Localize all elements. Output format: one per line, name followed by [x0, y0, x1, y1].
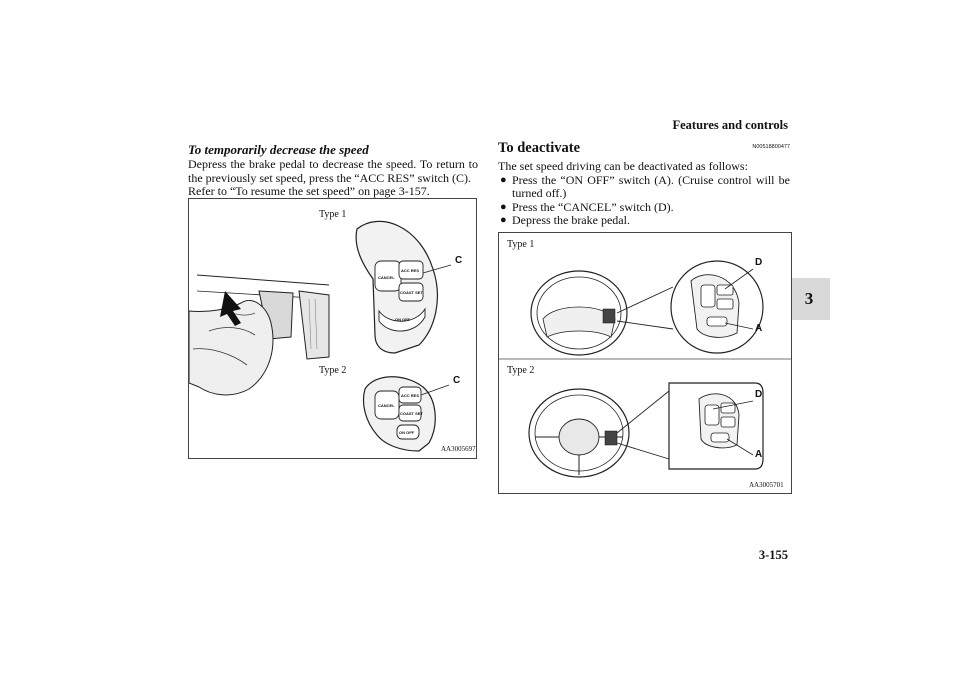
figure-steering-wheel [498, 232, 792, 494]
brake-pedal-illustration [189, 199, 476, 458]
on-off-button-label-type2: ON OFF [399, 430, 415, 435]
header-title: Features and controls [672, 118, 788, 132]
cancel-button-label-type2: CANCEL [378, 403, 395, 408]
callout-c-type1: C [455, 255, 463, 266]
bullet-item [498, 174, 790, 201]
acc-res-button-label: ACC RES [401, 268, 420, 273]
figure-label-type1: Type 1 [507, 239, 535, 250]
figure-label-type1: Type 1 [319, 209, 347, 220]
section-subheading: To temporarily decrease the speed [188, 142, 369, 157]
chapter-tab: 3 [788, 278, 830, 320]
bullet-text: Press the “ON OFF” switch (A). (Cruise control will be turned off.) [512, 172, 790, 200]
steering-switch-type2 [364, 377, 450, 451]
right-column [498, 140, 790, 228]
callout-a-type2: A [755, 449, 763, 460]
cancel-button-label: CANCEL [378, 275, 395, 280]
acc-res-button-label-type2: ACC RES [401, 393, 420, 398]
figure-brake-pedal [188, 198, 477, 459]
steering-wheel-type2 [529, 383, 763, 477]
bullet-icon: ● [500, 214, 507, 226]
steering-wheel-type1 [531, 261, 763, 355]
bullet-item [498, 214, 790, 228]
figure-code: AA3005697 [441, 445, 476, 453]
bullet-icon: ● [500, 173, 507, 186]
coast-set-button-label-type2: COAST SET [400, 411, 423, 416]
callout-a-type1: A [755, 323, 763, 334]
deactivate-intro: The set speed driving can be deactivated as follows: [498, 159, 748, 173]
figure-code: AA3005701 [749, 481, 784, 489]
resume-reference: Refer to “To resume the set speed” on page 3-157. [188, 184, 430, 198]
on-off-button-label: ON OFF [395, 317, 411, 322]
figure-label-type2: Type 2 [319, 365, 347, 376]
steering-wheel-illustration [499, 233, 791, 493]
bullet-text: Press the “CANCEL” switch (D). [512, 199, 674, 214]
reference-code: N00518800477 [752, 144, 790, 150]
decrease-speed-paragraph: Depress the brake pedal to decrease the speed. To return to the previously set speed, press the “ACC RES” switch (C). [188, 157, 478, 185]
bullet-icon: ● [500, 200, 507, 213]
figure-label-type2: Type 2 [507, 365, 535, 376]
bullet-item [498, 201, 790, 215]
callout-d-type2: D [755, 389, 763, 400]
bullet-text: Depress the brake pedal. [512, 213, 630, 227]
steering-switch-type1 [356, 221, 451, 353]
left-column [188, 142, 478, 199]
page-number: 3-155 [758, 548, 788, 562]
deactivate-heading-text: To deactivate [498, 140, 581, 156]
coast-set-button-label: COAST SET [400, 290, 423, 295]
callout-c-type2: C [453, 375, 461, 386]
deactivate-heading [498, 140, 790, 160]
callout-d-type1: D [755, 257, 763, 268]
